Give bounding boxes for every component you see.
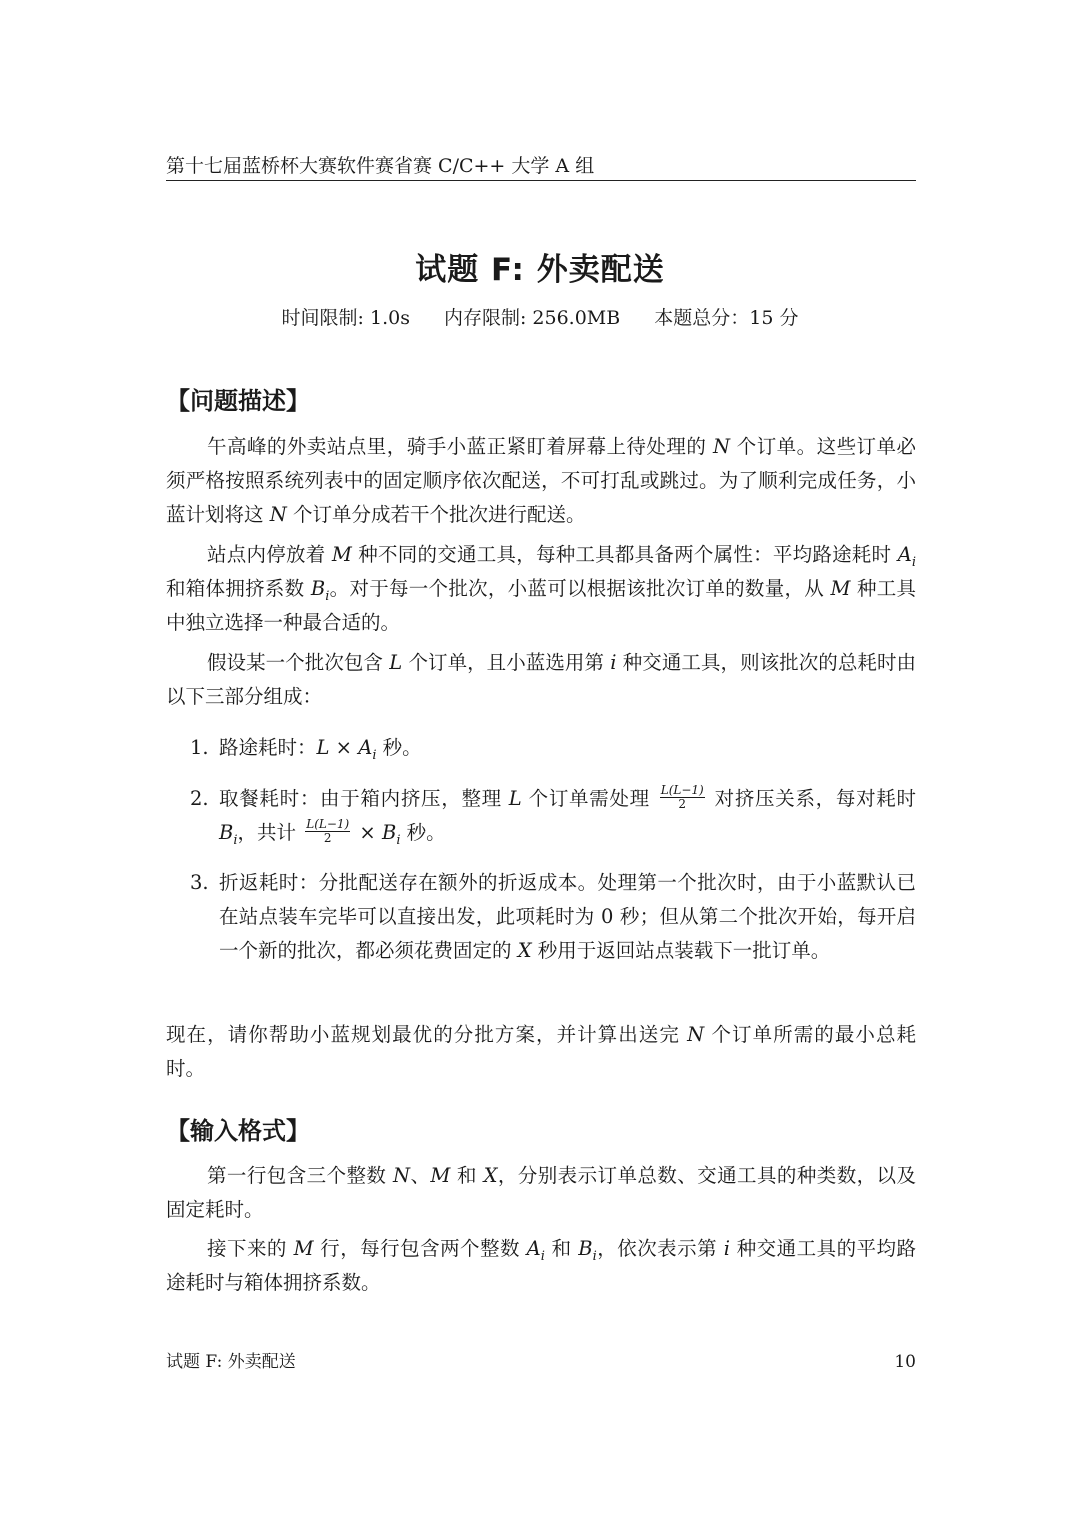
description-paragraph-3: 假设某一个批次包含 L 个订单，且小蓝选用第 i 种交通工具，则该批次的总耗时由以下三部分组成： [166, 651, 917, 708]
input-format-paragraph-2: 接下来的 M 行，每行包含两个整数 $A_i$ 和 $B_i$，依次表示第 i 种交通工具的平均路途耗时与箱体拥挤系数。 [166, 1237, 916, 1294]
page-number: 10 [894, 1352, 916, 1372]
input-format-heading: 【输入格式】 [166, 1117, 310, 1145]
list-item: 1. 路途耗时：$L \times A_i$ 秒。 [190, 736, 422, 763]
time-limit: 时间限制: 1.0s [281, 307, 410, 329]
list-item: 3. 折返耗时：分批配送存在额外的折返成本。处理第一个批次时，由于小蓝默认已在站点装车完毕可以直接出发，此项耗时为 0 秒；但从第二个批次开始，每开启一个新的批次，都必须花费固定的 X 秒用于返回站点装载下一批订单。 [190, 871, 916, 962]
header-rule [166, 180, 916, 181]
description-heading: 【问题描述】 [166, 387, 310, 415]
fraction: $\frac{L(L-1)}{2}$ [660, 783, 704, 811]
description-paragraph-2: 站点内停放着 M 种不同的交通工具，每种工具都具备两个属性：平均路途耗时 $A_i$ 和箱体拥挤系数 $B_i$。对于每一个批次，小蓝可以根据该批次订单的数量，从 M 种工具中独立选择一种最合适的。 [166, 543, 916, 634]
fraction: $\frac{L(L-1)}{2}$ [306, 817, 350, 845]
input-format-paragraph-1: 第一行包含三个整数 N、M 和 X，分别表示订单总数、交通工具的种类数，以及固定耗时。 [166, 1164, 916, 1221]
page-footer: 试题 F: 外卖配送 [166, 1352, 296, 1372]
problem-title: 试题 F: 外卖配送 [415, 252, 665, 288]
problem-limits [0, 304, 1080, 332]
description-paragraph-1: 午高峰的外卖站点里，骑手小蓝正紧盯着屏幕上待处理的 N 个订单。这些订单必须严格按照系统列表中的固定顺序依次配送，不可打乱或跳过。为了顺利完成任务，小蓝计划将这 N 个订单分成若干个批次进行配送。 [166, 435, 916, 526]
description-paragraph-4: 现在，请你帮助小蓝规划最优的分批方案，并计算出送完 N 个订单所需的最小总耗时。 [166, 1023, 916, 1080]
page-header: 第十七届蓝桥杯大赛软件赛省赛 C/C++ 大学 A 组 [166, 155, 595, 177]
list-item: 2. 取餐耗时：由于箱内挤压，整理 L 个订单需处理 $\frac{L(L-1)}{2}$ 对挤压关系，每对耗时 $B_i$，共计 $\frac{L(L-1)}{2}$ × $B_i$ 秒。 [190, 783, 916, 848]
total-score: 本题总分：15 分 [654, 307, 799, 329]
memory-limit: 内存限制: 256.0MB [443, 307, 621, 329]
